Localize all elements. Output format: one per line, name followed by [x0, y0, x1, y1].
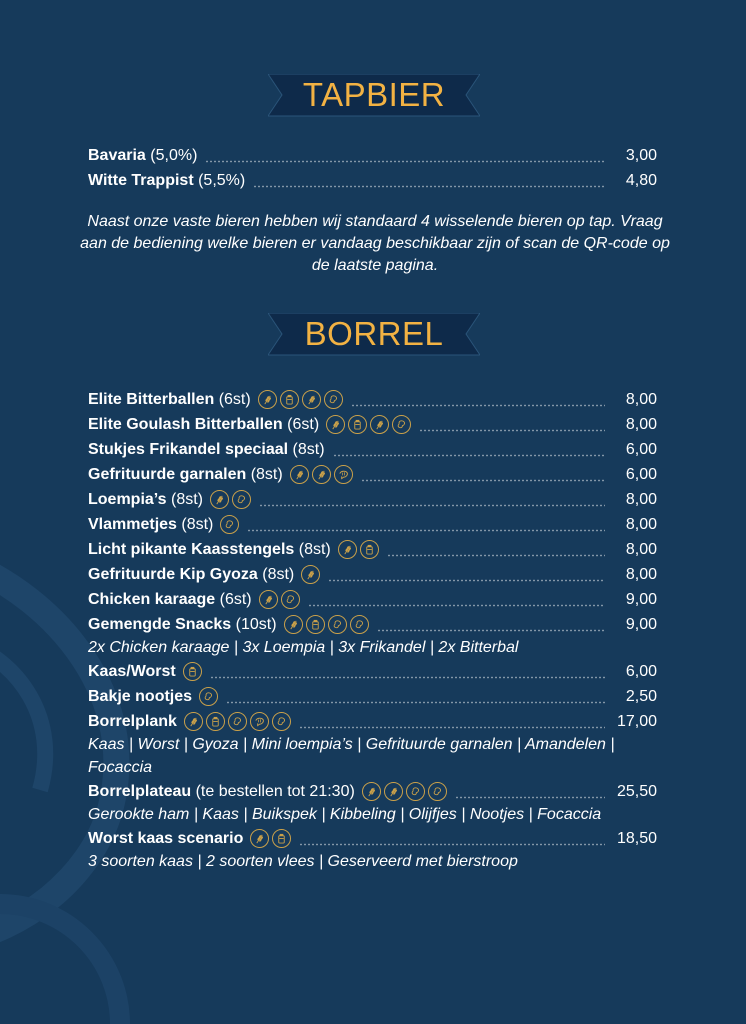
- menu-item: [88, 387, 657, 412]
- milk-icon: [280, 390, 299, 409]
- peanut-icon: [406, 782, 425, 801]
- item-name: [88, 172, 245, 190]
- item-description: 3 soorten kaas | 2 soorten vlees | Geserveerd met bierstroop: [88, 853, 518, 870]
- item-price: 8,00: [625, 415, 657, 433]
- item-name: [88, 566, 294, 584]
- allergen-icons: [183, 662, 202, 681]
- item-title: Gefrituurde Kip Gyoza: [88, 565, 258, 583]
- item-title: Loempia’s: [88, 490, 167, 508]
- item-detail: (5,0%): [145, 146, 198, 164]
- allergen-icons: [184, 712, 291, 731]
- item-title: Bavaria: [88, 146, 146, 164]
- menu-item: [88, 826, 657, 851]
- menu-item: [88, 612, 657, 637]
- item-title: Elite Goulash Bitterballen: [88, 415, 283, 433]
- wheat-icon: [210, 490, 229, 509]
- allergen-icons: [250, 829, 291, 848]
- item-name: [88, 147, 197, 165]
- shrimp-icon: [250, 712, 269, 731]
- dot-leader: [333, 443, 605, 457]
- dot-leader: [361, 468, 605, 482]
- item-name: [88, 416, 319, 434]
- shrimp-icon: [334, 465, 353, 484]
- item-name: [88, 541, 331, 559]
- allergen-icons: [338, 540, 379, 559]
- dot-leader: [328, 568, 605, 582]
- item-description: Kaas | Worst | Gyoza | Mini loempia’s | Gefrituurde garnalen | Amandelen | Focaccia: [88, 736, 615, 776]
- item-title: Borrelplateau: [88, 782, 192, 800]
- allergen-icons: [362, 782, 447, 801]
- item-price: 8,00: [625, 490, 657, 508]
- section-banner-borrel: [268, 313, 480, 359]
- item-detail: (8st): [246, 465, 283, 483]
- dot-leader: [226, 690, 605, 704]
- item-description: 2x Chicken karaage | 3x Loempia | 3x Frikandel | 2x Bitterbal: [88, 639, 519, 656]
- dot-leader: [377, 618, 605, 632]
- milk-icon: [348, 415, 367, 434]
- allergen-icons: [290, 465, 353, 484]
- peanut-icon: [272, 712, 291, 731]
- allergen-icons: [326, 415, 411, 434]
- dot-leader: [351, 393, 605, 407]
- item-title: Witte Trappist: [88, 171, 194, 189]
- peanut-icon: [324, 390, 343, 409]
- tapbier-list: [88, 143, 657, 193]
- menu-item: [88, 512, 657, 537]
- item-title: Elite Bitterballen: [88, 390, 215, 408]
- item-name: [88, 830, 243, 848]
- item-detail: (10st): [231, 615, 277, 633]
- menu-item: [88, 537, 657, 562]
- item-title: Vlammetjes: [88, 515, 177, 533]
- wheat-icon: [184, 712, 203, 731]
- dot-leader: [419, 418, 605, 432]
- item-description: Gerookte ham | Kaas | Buikspek | Kibbeling | Olijfjes | Nootjes | Focaccia: [88, 806, 602, 823]
- wheat-icon: [302, 390, 321, 409]
- section-title: BORREL: [304, 315, 444, 352]
- item-name: [88, 713, 177, 731]
- menu-item: [88, 779, 657, 804]
- item-title: Gefrituurde garnalen: [88, 465, 247, 483]
- item-name: [88, 466, 283, 484]
- item-price: 9,00: [625, 590, 657, 608]
- item-name: [88, 591, 252, 609]
- allergen-icons: [284, 615, 369, 634]
- dot-leader: [253, 174, 605, 188]
- item-name: [88, 516, 213, 534]
- item-name: [88, 391, 251, 409]
- item-price: 8,00: [625, 390, 657, 408]
- menu-item: [88, 709, 657, 734]
- milk-icon: [206, 712, 225, 731]
- dot-leader: [308, 593, 605, 607]
- menu-item: [88, 562, 657, 587]
- peanut-icon: [350, 615, 369, 634]
- item-detail: (8st): [176, 515, 214, 533]
- item-price: 17,00: [617, 712, 658, 730]
- item-detail: (6st): [214, 390, 251, 408]
- item-detail: (te bestellen tot 21:30): [191, 782, 355, 800]
- item-name: [88, 441, 325, 459]
- item-price: 4,80: [625, 171, 657, 189]
- wheat-icon: [338, 540, 357, 559]
- dot-leader: [299, 715, 605, 729]
- wheat-icon: [259, 590, 278, 609]
- menu-item: [88, 462, 657, 487]
- item-title: Gemengde Snacks: [88, 615, 232, 633]
- item-detail: (5,5%): [193, 171, 246, 189]
- peanut-icon: [199, 687, 218, 706]
- menu-item: [88, 684, 657, 709]
- wheat-icon: [326, 415, 345, 434]
- section-title: TAPBIER: [302, 76, 446, 113]
- wheat-icon: [362, 782, 381, 801]
- item-title: Borrelplank: [88, 712, 177, 730]
- item-title: Kaas/Worst: [88, 662, 176, 680]
- item-name: [88, 663, 176, 681]
- dot-leader: [299, 832, 605, 846]
- dot-leader: [247, 518, 605, 532]
- allergen-icons: [220, 515, 239, 534]
- wheat-icon: [250, 829, 269, 848]
- item-price: 6,00: [625, 465, 657, 483]
- milk-icon: [183, 662, 202, 681]
- wheat-icon: [284, 615, 303, 634]
- item-name: [88, 491, 203, 509]
- allergen-icons: [259, 590, 300, 609]
- milk-icon: [360, 540, 379, 559]
- item-detail: (6st): [215, 590, 252, 608]
- item-title: Stukjes Frikandel speciaal: [88, 440, 289, 458]
- borrel-list: [88, 387, 657, 873]
- item-price: 8,00: [625, 515, 657, 533]
- item-detail: (8st): [257, 565, 295, 583]
- item-title: Licht pikante Kaasstengels: [88, 540, 295, 558]
- allergen-icons: [210, 490, 251, 509]
- wheat-icon: [301, 565, 320, 584]
- peanut-icon: [228, 712, 247, 731]
- peanut-icon: [328, 615, 347, 634]
- item-price: 6,00: [625, 662, 657, 680]
- item-price: 8,00: [625, 540, 657, 558]
- allergen-icons: [258, 390, 343, 409]
- wheat-icon: [290, 465, 309, 484]
- item-price: 8,00: [625, 565, 657, 583]
- allergen-icons: [199, 687, 218, 706]
- peanut-icon: [220, 515, 239, 534]
- dot-leader: [259, 493, 605, 507]
- wheat-icon: [370, 415, 389, 434]
- item-name: [88, 616, 277, 634]
- peanut-icon: [232, 490, 251, 509]
- menu-item: [88, 487, 657, 512]
- milk-icon: [272, 829, 291, 848]
- item-title: Bakje nootjes: [88, 687, 193, 705]
- menu-item: [88, 437, 657, 462]
- item-price: 3,00: [625, 146, 657, 164]
- peanut-icon: [392, 415, 411, 434]
- milk-icon: [306, 615, 325, 634]
- section-banner-tapbier: [268, 74, 480, 120]
- item-title: Worst kaas scenario: [88, 829, 244, 847]
- item-price: 6,00: [625, 440, 657, 458]
- item-detail: (8st): [294, 540, 331, 558]
- wheat-icon: [258, 390, 277, 409]
- item-price: 18,50: [617, 829, 658, 847]
- item-price: 9,00: [625, 615, 657, 633]
- allergen-icons: [301, 565, 320, 584]
- peanut-icon: [281, 590, 300, 609]
- dot-leader: [205, 149, 605, 163]
- item-title: Chicken karaage: [88, 590, 216, 608]
- menu-item: [88, 412, 657, 437]
- menu-item: [88, 143, 657, 168]
- dot-leader: [387, 543, 605, 557]
- item-detail: (8st): [166, 490, 203, 508]
- wheat-icon: [312, 465, 331, 484]
- item-detail: (8st): [288, 440, 325, 458]
- item-name: [88, 688, 192, 706]
- menu-item: [88, 587, 657, 612]
- item-detail: (6st): [282, 415, 320, 433]
- menu-item: [88, 168, 657, 193]
- item-price: 2,50: [625, 687, 657, 705]
- peanut-icon: [428, 782, 447, 801]
- tapbier-note: Naast onze vaste bieren hebben wij standaard 4 wisselende bieren op tap. Vraag aan de bediening welke bieren er vandaag beschikbaar zijn of scan de QR-code op de laatste pagina.: [80, 213, 670, 274]
- menu-item: [88, 659, 657, 684]
- item-name: [88, 783, 355, 801]
- wheat-icon: [384, 782, 403, 801]
- dot-leader: [210, 665, 605, 679]
- item-price: 25,50: [617, 782, 658, 800]
- dot-leader: [455, 785, 605, 799]
